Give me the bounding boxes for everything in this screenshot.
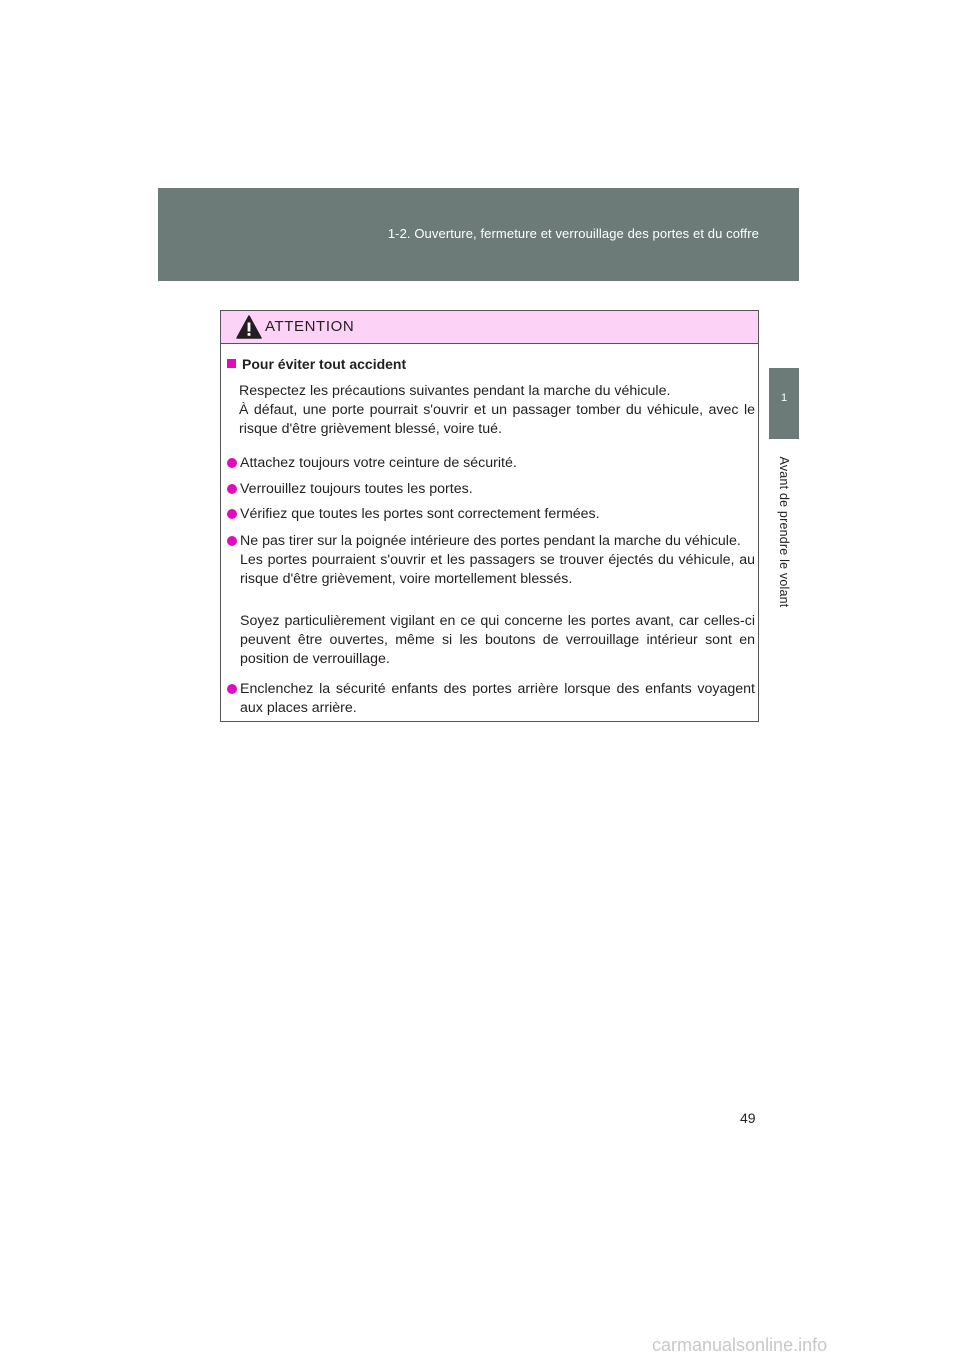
warning-header [221, 311, 758, 344]
watermark-text: carmanualsonline.info [652, 1335, 828, 1355]
warning-subheading [227, 356, 406, 372]
warning-box [220, 310, 759, 722]
circle-bullet-icon [227, 509, 237, 519]
bullet-item-5 [227, 680, 755, 718]
bullet-text: Verrouillez toujours toutes les portes. [240, 481, 473, 497]
bullet-text: Ne pas tirer sur la poignée intérieure des portes pendant la marche du véhicule. [240, 533, 741, 549]
square-bullet-icon [227, 359, 236, 368]
bullet-text: Attachez toujours votre ceinture de sécurité. [240, 455, 517, 471]
warning-intro [239, 382, 755, 440]
warning-title: ATTENTION [265, 318, 355, 335]
bullet-text: Vérifiez que toutes les portes sont correctement fermées. [240, 506, 600, 522]
bullet-text: Enclenchez la sécurité enfants des portes arrière lorsque des enfants voyagent aux places arrière. [240, 681, 755, 717]
bullet-text-continued: Les portes pourraient s'ouvrir et les passagers se trouver éjectés du véhicule, au risque d'être grièvement, voire mortellement blessés. [240, 552, 755, 588]
chapter-header-title: 1-2. Ouverture, fermeture et verrouillage des portes et du coffre [387, 226, 759, 241]
page-number: 49 [740, 1110, 756, 1126]
watermark-logo [652, 1334, 952, 1356]
circle-bullet-icon [227, 536, 237, 546]
bullet-item-3 [227, 505, 755, 524]
warning-extra-paragraph: Soyez particulièrement vigilant en ce qui concerne les portes avant, car celles-ci peuvent être ouvertes, même si les boutons de verrouillage intérieur sont en position de verrouillage. [240, 613, 755, 668]
warning-intro-line2: À défaut, une porte pourrait s'ouvrir et un passager tomber du véhicule, avec le risque d'être grièvement blessé, voire tué. [239, 402, 755, 438]
chapter-header-band [158, 188, 799, 281]
circle-bullet-icon [227, 484, 237, 494]
chapter-side-tab [769, 368, 799, 439]
warning-subheading-text: Pour éviter tout accident [242, 356, 407, 372]
bullet-item-1 [227, 454, 755, 473]
chapter-number: 1 [780, 392, 788, 404]
chapter-side-label: Avant de prendre le volant [777, 456, 791, 608]
warning-triangle-icon [236, 315, 262, 339]
circle-bullet-icon [227, 684, 237, 694]
bullet-item-2 [227, 480, 755, 499]
warning-intro-line1: Respectez les précautions suivantes pendant la marche du véhicule. [239, 383, 671, 399]
bullet-item-4 [227, 532, 755, 590]
circle-bullet-icon [227, 458, 237, 468]
